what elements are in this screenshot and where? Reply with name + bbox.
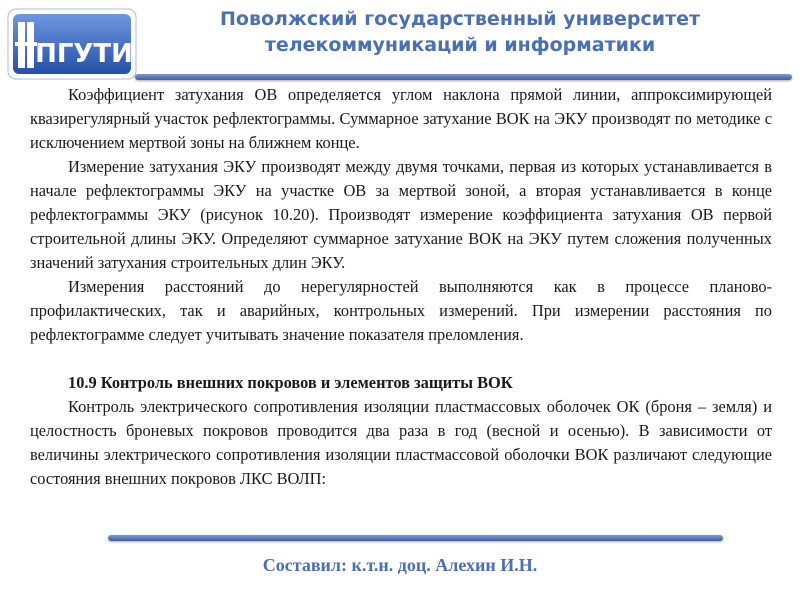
- paragraph-4: Контроль электрического сопротивления изоляции пластмассовых оболочек ОК (броня – земля) и целостность броневых покровов проводится два раза в год (весной и осенью). В зависимости от величины электрического сопротивления изоляции пластмассовой оболочки ВОК различают следующие состояния внешних покровов ЛКС ВОЛП:: [30, 397, 772, 488]
- paragraph-1: Коэффициент затухания ОВ определяется углом наклона прямой линии, аппроксимирующей квазирегулярный участок рефлектограммы. Суммарное затухание ВОК на ЭКУ производят по методике с исключением мертвой зоны на ближнем конце.: [30, 85, 772, 152]
- slide-body: [30, 83, 772, 491]
- author-footer: Составил: к.т.н. доц. Алехин И.Н.: [262, 555, 538, 575]
- university-logo: [6, 6, 138, 82]
- section-heading: 10.9 Контроль внешних покровов и элементов защиты ВОК: [68, 373, 513, 392]
- logo-text: ПГУТИ: [35, 39, 133, 69]
- top-divider: [135, 74, 792, 80]
- page-title: [150, 6, 770, 58]
- spacer: [30, 347, 772, 371]
- paragraph-2: Измерение затухания ЭКУ производят между двумя точками, первая из которых устанавливается в начале рефлектограммы ЭКУ на участке ОВ за мертвой зоной, а вторая устанавливается в конце рефлектограммы ЭКУ (рисунок 10.20). Производят измерение коэффициента затухания ОВ первой строительной длины ЭКУ. Определяют суммарное затухание ВОК на ЭКУ путем сложения полученных значений затухания строительных длин ЭКУ.: [30, 157, 772, 272]
- paragraph-3: Измерения расстояний до нерегулярностей выполняются как в процессе планово-профилактических, так и аварийных, контрольных измерений. При измерении расстояния по рефлектограмме следует учитывать значение показателя преломления.: [30, 277, 772, 344]
- title-line-1: Поволжский государственный университет: [219, 8, 701, 30]
- title-line-2: телекоммуникаций и информатики: [264, 34, 656, 56]
- bottom-divider: [108, 535, 723, 541]
